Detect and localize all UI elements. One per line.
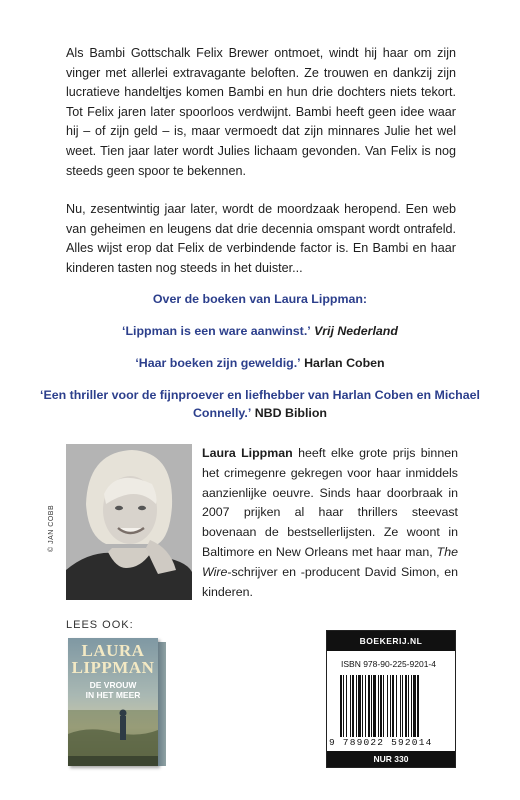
barcode-bar [383, 675, 384, 737]
barcode-bar [402, 675, 403, 737]
reviews-heading: Over de boeken van Laura Lippman: [152, 292, 368, 306]
barcode-bar [392, 675, 394, 737]
author-bio-show-title: The Wire [202, 544, 458, 579]
review-quote-text: ‘Haar boeken zijn geweldig.’ [135, 356, 301, 370]
author-bio-text: heeft elke grote prijs binnen het crimegenre gekregen voor haar inmiddels aanzienlijke oeuvre. Sinds haar doorbraak in 2007 prijken al haar thrillers steevast bovenaan de bestsellerlijsten. Ze woont in Baltimore en New Orleans met haar man, [202, 446, 459, 559]
barcode-bar [343, 675, 344, 737]
barcode-bar [380, 675, 382, 737]
book-title-line-2: IN HET MEER [85, 690, 141, 700]
barcode-bar [371, 675, 372, 737]
barcode-bar [408, 675, 409, 737]
author-photo [66, 444, 192, 600]
barcode-bars [339, 675, 447, 737]
barcode-bar [350, 675, 351, 737]
reviews-section [40, 290, 480, 436]
barcode-bar [340, 675, 342, 737]
barcode-bar [362, 675, 363, 737]
barcode-bar [365, 675, 366, 737]
author-bio-text-end: -schrijver en -producent David Simon, en kinderen. [202, 564, 458, 599]
barcode-bar [387, 675, 388, 737]
review-quote-source: Harlan Coben [304, 356, 385, 370]
barcode-bar [400, 675, 401, 737]
isbn-text: ISBN 978-90-225-9201-4 [341, 659, 436, 669]
barcode-number: 9 789022 592014 [329, 737, 433, 748]
lees-ook-label: LEES OOK: [66, 619, 134, 631]
barcode-bar [417, 675, 419, 737]
author-name: Laura Lippman [202, 446, 293, 460]
book-title-line-1: DE VROUW [89, 680, 137, 690]
photo-credit: © JAN COBB [48, 504, 55, 552]
synopsis-paragraph-2: Nu, zesentwintig jaar later, wordt de moordzaak heropend. Een web van geheimen en leugens dat drie decennia omspant wordt ontrafeld. Alles wijst erop dat Felix de verbindende factor is. En Bambi en haar kinderen tasten nog steeds in het duister... [66, 202, 456, 275]
book-author-line-2: LIPPMAN [71, 658, 155, 677]
related-book-cover [68, 638, 158, 766]
synopsis-paragraph-1: Als Bambi Gottschalk Felix Brewer ontmoet, windt hij haar om zijn vinger met allerlei extravagante beloften. Ze trouwen en dankzij zijn lucratieve handeltjes komen Bambi en hun drie dochters niets tekort. Tot Felix jaren later spoorloos verdwijnt. Bambi heeft geen idee waar hij – of zijn geld – is, maar vermoedt dat zijn minnares Julie het wel weet. Tien jaar later wordt Julies lichaam gevonden. Van Felix is nog steeds geen spoor te bekennen. [66, 46, 456, 178]
barcode-bar [390, 675, 391, 737]
barcode-panel [326, 630, 456, 768]
barcode-bar [413, 675, 416, 737]
author-bio [202, 444, 458, 602]
review-quote-text: ‘Een thriller voor de fijnproever en liefhebber van Harlan Coben en Michael Connelly.’ [40, 388, 480, 420]
review-quote-1 [40, 322, 480, 340]
barcode-bar [396, 675, 397, 737]
barcode-bar [346, 675, 347, 737]
barcode-bar [411, 675, 412, 737]
author-portrait-illustration [66, 444, 192, 600]
review-quote-source: Vrij Nederland [314, 324, 398, 338]
barcode-bar [405, 675, 407, 737]
barcode-bar [356, 675, 357, 737]
nur-code: NUR 330 [327, 751, 455, 767]
book-author-line-1: LAURA [81, 641, 145, 660]
review-quote-source: NBD Biblion [254, 406, 328, 420]
review-quote-text: ‘Lippman is een ware aanwinst.’ [122, 324, 311, 338]
review-quote-3 [40, 386, 480, 422]
barcode-bar [352, 675, 354, 737]
barcode-bar [373, 675, 376, 737]
related-book-spine [158, 642, 166, 766]
barcode-bar [368, 675, 370, 737]
publisher-label: BOEKERIJ.NL [327, 631, 455, 651]
barcode-bar [358, 675, 361, 737]
barcode-bar [378, 675, 379, 737]
review-quote-2 [40, 354, 480, 372]
synopsis [66, 44, 456, 298]
